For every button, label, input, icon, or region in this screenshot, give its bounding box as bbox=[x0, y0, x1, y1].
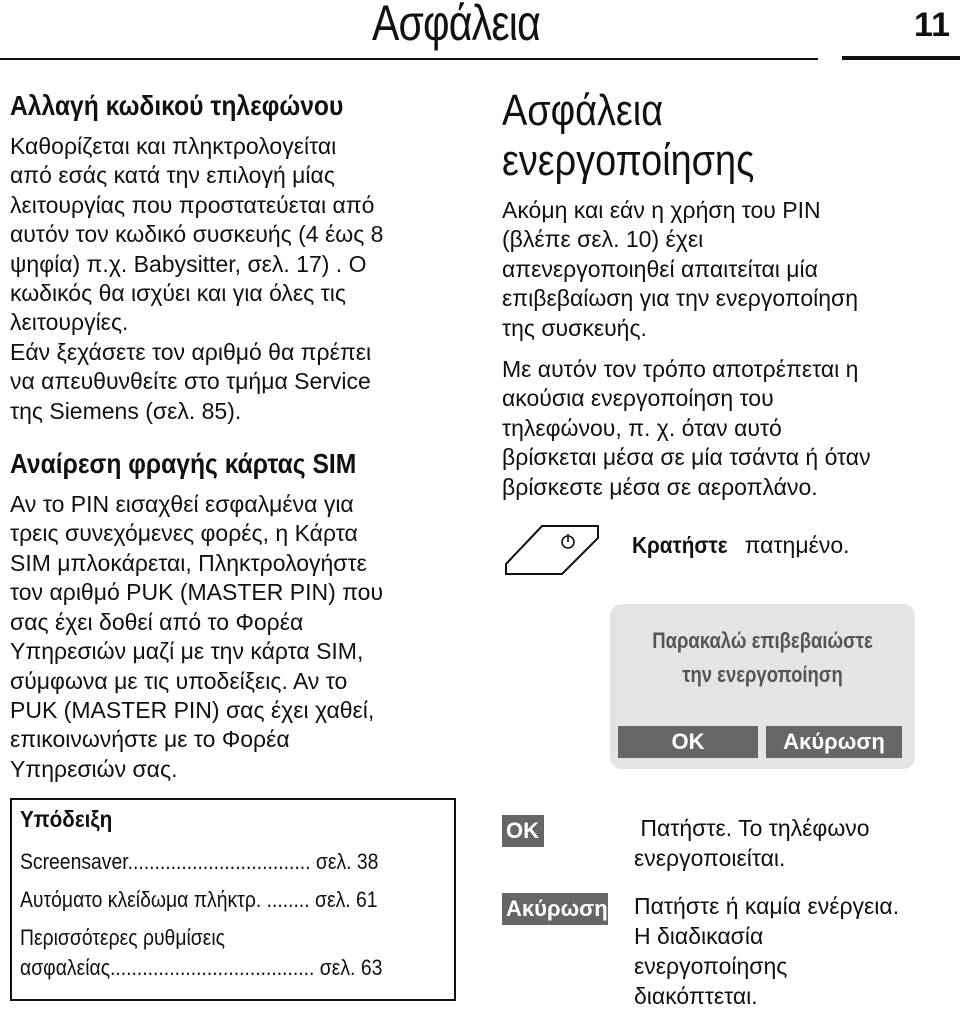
sim-unblock-paragraph bbox=[10, 490, 460, 784]
confirm-message bbox=[634, 624, 890, 692]
text-line: από εσάς κατά την επιλογή μίας bbox=[10, 162, 335, 189]
activation-paragraph-2 bbox=[502, 355, 957, 502]
text-line: Αν το PIN εισαχθεί εσφαλμένα για bbox=[10, 491, 354, 518]
legend-ok bbox=[502, 813, 957, 873]
header-rule-right bbox=[842, 56, 960, 60]
ok-softkey[interactable]: OK bbox=[618, 726, 758, 758]
page-title: Ασφάλεια bbox=[372, 0, 540, 51]
text-line: (βλέπε σελ. 10) έχει bbox=[502, 226, 704, 253]
text-line: τον αριθμό PUK (MASTER PIN) που bbox=[10, 579, 384, 606]
instruction-text: πατημένο. bbox=[738, 532, 850, 559]
legend-cancel-text bbox=[634, 891, 899, 1011]
section-heading-change-code: Αλλαγή κωδικού τηλεφώνου bbox=[10, 90, 344, 121]
text-line: τηλεφώνου, π. χ. όταν αυτό bbox=[502, 414, 782, 441]
text-line: Καθορίζεται και πληκτρολογείται bbox=[10, 133, 337, 159]
ok-key-badge: OK bbox=[502, 815, 544, 847]
text-line: τρεις συνεχόμενες φορές, η Κάρτα bbox=[10, 520, 358, 547]
section-heading-activation-security bbox=[502, 86, 893, 186]
text-line: βρίσκεστε μέσα σε αεροπλάνο. bbox=[502, 473, 818, 500]
legend-line: ενεργοποίησης bbox=[634, 953, 788, 980]
text-line: Εάν ξεχάσετε τον αριθμό θα πρέπει bbox=[10, 338, 372, 365]
text-line: Υπηρεσιών σας. bbox=[10, 755, 178, 782]
legend-cancel bbox=[502, 891, 957, 1011]
message-line: Παρακαλώ επιβεβαιώστε bbox=[652, 628, 873, 654]
text-line: αυτόν τον κωδικό συσκευής (4 έως 8 bbox=[10, 221, 384, 248]
legend-line: Πατήστε. Το τηλέφωνο bbox=[634, 815, 870, 842]
tip-text: ασφαλείας...................................... σελ. 63 bbox=[20, 955, 383, 981]
tip-link-auto-keylock[interactable]: Αυτόματο κλείδωμα πλήκτρ. ........ σελ. 61 bbox=[20, 887, 378, 913]
text-line: επιβεβαίωση για την ενεργοποίηση bbox=[502, 285, 859, 312]
right-column bbox=[502, 80, 957, 1029]
header-rule bbox=[0, 58, 818, 60]
text-line: SIM μπλοκάρεται, Πληκτρολογήστε bbox=[10, 549, 367, 576]
legend-line: διακόπτεται. bbox=[634, 983, 758, 1010]
instruction-bold: Κρατήστε bbox=[632, 532, 728, 559]
heading-line: ενεργοποίησης bbox=[502, 136, 755, 185]
tip-text: Περισσότερες ρυθμίσεις bbox=[20, 925, 225, 951]
text-line: να απευθυνθείτε στο τμήμα Service bbox=[10, 368, 371, 395]
change-code-paragraph bbox=[10, 132, 460, 426]
left-column bbox=[10, 80, 460, 1001]
text-line: PUK (MASTER PIN) σας έχει χαθεί, bbox=[10, 696, 375, 723]
power-key-instruction-text bbox=[632, 530, 850, 560]
text-line: Ακόμη και εάν η χρήση του PIN bbox=[502, 197, 821, 223]
text-line: επικοινωνήστε με το Φορέα bbox=[10, 726, 290, 753]
legend-ok-text bbox=[634, 813, 870, 873]
tip-link-more-security[interactable] bbox=[20, 923, 402, 983]
text-line: σύμφωνα με τις υποδείξεις. Αν το bbox=[10, 667, 348, 694]
text-line: της Siemens (σελ. 85). bbox=[10, 397, 242, 424]
text-line: λειτουργίας που προστατεύεται από bbox=[10, 191, 375, 218]
legend-line: ενεργοποιείται. bbox=[634, 845, 786, 872]
softkey-legend bbox=[502, 813, 957, 1011]
phone-display bbox=[610, 604, 915, 769]
text-line: βρίσκεται μέσα σε μία τσάντα ή όταν bbox=[502, 444, 871, 471]
text-line: λειτουργίες. bbox=[10, 309, 129, 336]
power-key-icon bbox=[502, 520, 602, 580]
section-heading-sim-unblock: Αναίρεση φραγής κάρτας SIM bbox=[10, 448, 357, 480]
message-line: την ενεργοποίηση bbox=[682, 662, 843, 688]
text-line: κωδικός θα ισχύει και για όλες τις bbox=[10, 280, 346, 307]
activation-paragraph-1 bbox=[502, 196, 957, 343]
tip-title: Υπόδειξη bbox=[20, 806, 113, 833]
heading-line: Ασφάλεια bbox=[502, 86, 664, 135]
power-key-instruction bbox=[502, 520, 957, 580]
text-line: σας έχει δοθεί από το Φορέα bbox=[10, 608, 304, 635]
tip-link-screensaver[interactable]: Screensaver.................................. σελ. 38 bbox=[20, 849, 379, 875]
cancel-softkey[interactable]: Ακύρωση bbox=[766, 726, 902, 758]
page-number: 11 bbox=[914, 6, 950, 44]
legend-line: Πατήστε ή καμία ενέργεια. bbox=[634, 893, 900, 920]
text-line: Υπηρεσιών μαζί με την κάρτα SIM, bbox=[10, 638, 364, 665]
cancel-key-badge: Ακύρωση bbox=[502, 893, 608, 925]
text-line: ψηφία) π.χ. Babysitter, σελ. 17) . Ο bbox=[10, 250, 367, 277]
tip-box bbox=[10, 798, 456, 1001]
text-line: της συσκευής. bbox=[502, 314, 647, 341]
text-line: απενεργοποιηθεί απαιτείται μία bbox=[502, 255, 818, 282]
legend-line: Η διαδικασία bbox=[634, 923, 764, 950]
text-line: Με αυτόν τον τρόπο αποτρέπεται η bbox=[502, 356, 859, 383]
text-line: ακούσια ενεργοποίηση του bbox=[502, 385, 774, 412]
